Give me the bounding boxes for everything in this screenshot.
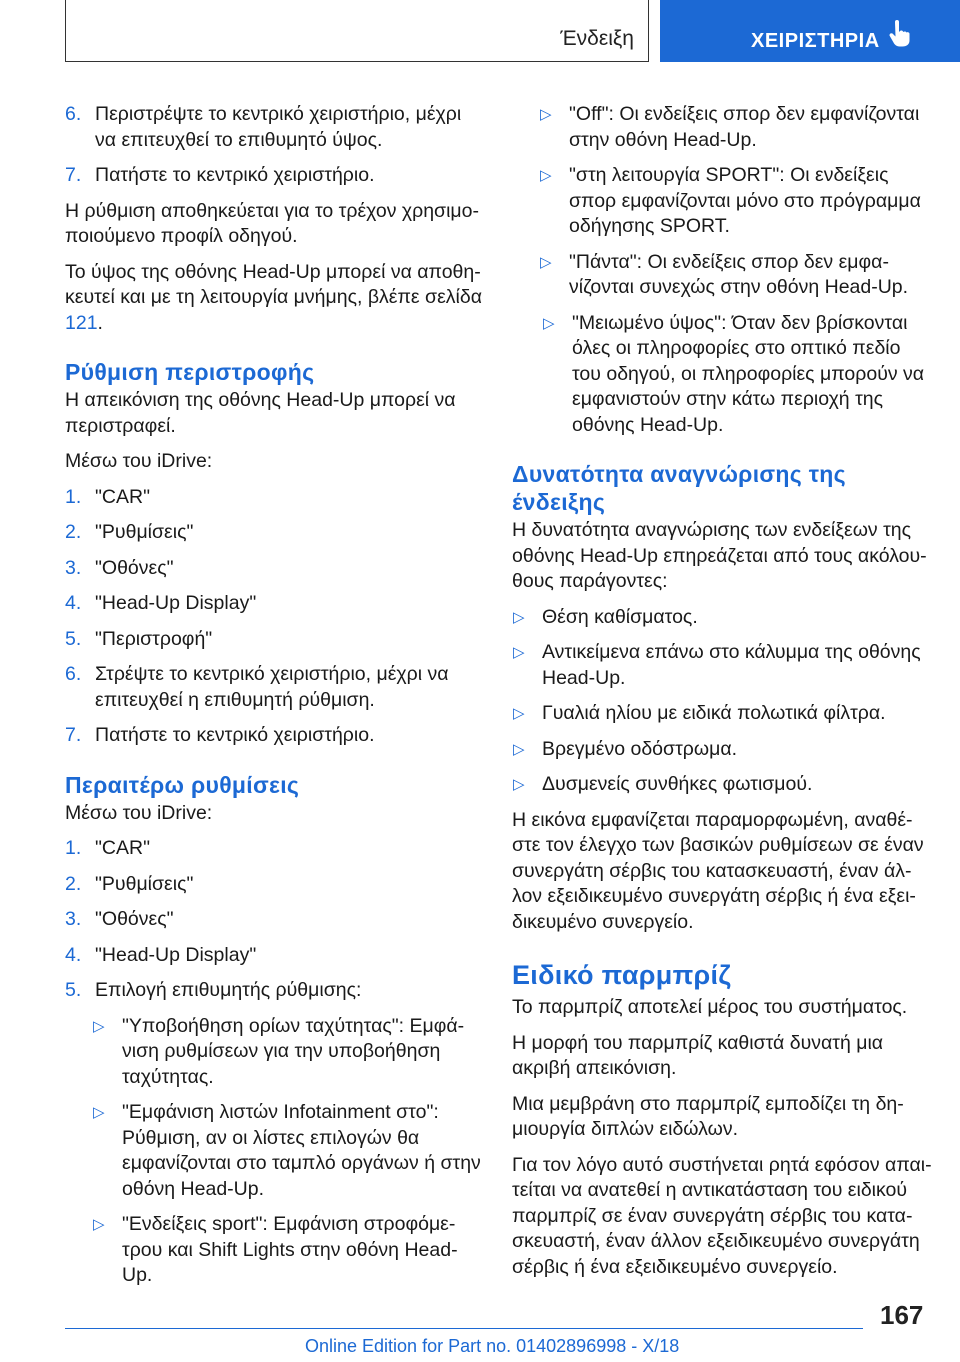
step-text: Επιλογή επιθυμητής ρύθμισης: — [95, 979, 362, 1001]
step-text: Πατήστε το κεντρικό χειριστήριο. — [95, 724, 375, 746]
paragraph: Η απεικόνιση της οθόνης Head-Up μπορεί να περιστραφεί. — [65, 389, 456, 437]
step-number: 6. — [65, 663, 82, 685]
bullet-text: "Off": Οι ενδείξεις σπορ δεν εμφανίζονται στην οθόνη Head-Up. — [569, 103, 920, 151]
step-text: "Ρυθμίσεις" — [95, 521, 194, 543]
step-number: 6. — [65, 103, 82, 125]
triangle-bullet-icon: ▷ — [540, 106, 552, 123]
paragraph: Η μορφή του παρμπρίζ καθιστά δυνατή μια ακριβή απεικόνιση. — [512, 1031, 884, 1079]
section-heading: Περαιτέρω ρυθμίσεις — [65, 771, 300, 798]
triangle-bullet-icon: ▷ — [513, 776, 525, 793]
list-item — [65, 591, 485, 617]
bullet-item — [512, 640, 932, 691]
step-number: 5. — [65, 627, 82, 650]
list-item — [65, 556, 485, 582]
chapter-banner — [660, 0, 960, 62]
bullet-text: Γυαλιά ηλίου με ειδικά πολωτικά φίλτρα. — [542, 702, 886, 724]
list-item — [65, 943, 485, 969]
bullet-text: Θέση καθίσματος. — [542, 605, 698, 628]
bullet-item — [539, 250, 932, 301]
triangle-bullet-icon: ▷ — [540, 253, 552, 271]
triangle-bullet-icon: ▷ — [513, 740, 525, 758]
step-text: "Head-Up Display" — [95, 592, 257, 614]
list-item — [65, 836, 485, 862]
section-heading: Ειδικό παρμπρίζ — [512, 960, 732, 990]
triangle-bullet-icon: ▷ — [93, 1104, 105, 1121]
list-item — [65, 907, 485, 933]
triangle-bullet-icon: ▷ — [540, 167, 552, 184]
step-number: 3. — [65, 908, 82, 930]
step-text: "Οθόνες" — [95, 908, 174, 930]
bullet-item — [542, 311, 932, 439]
triangle-bullet-icon: ▷ — [513, 644, 525, 661]
step-number: 3. — [65, 556, 82, 579]
section-heading: Δυνατότητα αναγνώρισης της ένδειξης — [512, 461, 846, 515]
step-number: 1. — [65, 485, 82, 508]
page-link[interactable]: 121 — [65, 311, 98, 334]
triangle-bullet-icon: ▷ — [93, 1216, 105, 1233]
list-item — [65, 485, 485, 511]
chapter-title: ΧΕΙΡΙΣΤΗΡΙΑ — [751, 30, 880, 52]
bullet-item — [92, 1014, 485, 1091]
paragraph: Η δυνατότητα αναγνώρισης των ενδείξεων της οθόνης Head-Up επηρεάζεται από τους ακόλουθους παράγοντες: — [512, 519, 927, 592]
bullet-item — [92, 1100, 485, 1202]
step-number: 2. — [65, 521, 82, 543]
paragraph-end: . — [97, 311, 103, 334]
triangle-bullet-icon: ▷ — [93, 1017, 105, 1035]
step-number: 7. — [65, 164, 82, 186]
step-text: Πατήστε το κεντρικό χειριστήριο. — [95, 164, 375, 186]
step-number: 1. — [65, 837, 82, 859]
step-text: Στρέψτε το κεντρικό χειριστήριο, μέχρι να επιτευχθεί η επιθυμητή ρύθμιση. — [95, 663, 449, 711]
paragraph: Για τον λόγο αυτό συστήνεται ρητά εφόσον απαιτείται να ανατεθεί η αντικατάσταση του ειδικού παρμπρίζ σε έναν συνεργάτη σέρβις του κατασκευαστή, έναν άλλον εξειδικευμένο συνεργάτη σέρβις ή ένα εξειδικευμένο συνεργείο. — [512, 1153, 932, 1278]
list-item — [65, 102, 485, 153]
list-item — [65, 662, 485, 713]
triangle-bullet-icon: ▷ — [513, 608, 525, 626]
page-number: 167 — [880, 1300, 924, 1330]
list-item — [65, 163, 485, 189]
step-number: 2. — [65, 872, 82, 895]
bullet-item — [512, 605, 932, 631]
bullet-text: "Μειωμένο ύψος": Όταν δεν βρίσκονται όλες οι πληροφορίες στο οπτικό πεδίο του οδηγού, οι πληροφορίες μπορούν να εμφανιστούν στην κάτω περιοχή της οθόνης Head-Up. — [572, 311, 925, 436]
list-item — [65, 872, 485, 898]
paragraph: Μέσω του iDrive: — [65, 801, 213, 824]
paragraph: Η ρύθμιση αποθηκεύεται για το τρέχον χρησιμοποιούμενο προφίλ οδηγού. — [65, 199, 480, 247]
step-text: "CAR" — [95, 837, 151, 859]
paragraph: Μια μεμβράνη στο παρμπρίζ εμποδίζει τη δημιουργία διπλών ειδώλων. — [512, 1092, 904, 1140]
section-tab — [65, 0, 649, 62]
bullet-text: Βρεγμένο οδόστρωμα. — [542, 737, 738, 760]
paragraph: Η εικόνα εμφανίζεται παραμορφωμένη, αναθέστε τον έλεγχο των βασικών ρυθμίσεων σε έναν συνεργάτη σέρβις του κατασκευαστή, έναν άλλον εξειδικευμένο συνεργάτη σέρβις ή ένα εξειδικευμένο συνεργείο. — [512, 808, 924, 933]
bullet-text: Αντικείμενα επάνω στο κάλυμμα της οθόνης Head-Up. — [542, 641, 921, 689]
step-number: 4. — [65, 592, 82, 614]
bullet-text: Δυσμενείς συνθήκες φωτισμού. — [542, 773, 813, 795]
bullet-text: "στη λειτουργία SPORT": Οι ενδείξεις σπορ εμφανίζονται μόνο στο πρόγραμμα οδήγησης SPORT. — [569, 164, 921, 237]
section-heading: Ρύθμιση περιστροφής — [65, 359, 315, 385]
bullet-item — [539, 163, 932, 240]
step-text: Περιστρέψτε το κεντρικό χειριστήριο, μέχρι να επιτευχθεί το επιθυμητό ύψος. — [95, 103, 462, 151]
bullet-item — [92, 1212, 485, 1289]
paragraph: Το παρμπρίζ αποτελεί μέρος του συστήματος. — [512, 996, 908, 1018]
right-column — [512, 102, 932, 1290]
paragraph — [65, 260, 485, 337]
bullet-text: "Ενδείξεις sport": Εμφάνιση στροφόμετρου και Shift Lights στην οθόνη Head-Up. — [122, 1213, 458, 1286]
paragraph: Μέσω του iDrive: — [65, 450, 213, 472]
paragraph-text: Το ύψος της οθόνης Head-Up μπορεί να αποθηκευτεί και με τη λειτουργία μνήμης, βλέπε σελίδα — [65, 260, 482, 308]
bullet-item — [539, 102, 932, 153]
step-number: 7. — [65, 724, 82, 746]
bullet-item — [512, 701, 932, 727]
triangle-bullet-icon: ▷ — [513, 705, 525, 722]
bullet-text: "Υποβοήθηση ορίων ταχύτητας": Εμφάνιση ρυθμίσεων για την υποβοήθηση ταχύτητας. — [122, 1014, 465, 1088]
step-text: "Ρυθμίσεις" — [95, 872, 194, 895]
footer-divider — [65, 1328, 863, 1329]
bullet-text: "Πάντα": Οι ενδείξεις σπορ δεν εμφανίζονται συνεχώς στην οθόνη Head-Up. — [569, 250, 909, 298]
step-text: "Περιστροφή" — [95, 627, 213, 650]
list-item — [65, 627, 485, 653]
hand-pointer-icon — [889, 20, 911, 48]
section-tab-label: Ένδειξη — [560, 27, 634, 50]
left-column — [65, 102, 485, 1299]
edition-note: Online Edition for Part no. 01402896998 - X/18 — [305, 1336, 680, 1356]
bullet-text: "Εμφάνιση λιστών Infotainment στο": Ρύθμιση, αν οι λίστες επιλογών θα εμφανίζονται στο ταμπλό οργάνων ή στην οθόνη Head-Up. — [122, 1101, 481, 1200]
list-item — [65, 520, 485, 546]
step-text: "CAR" — [95, 485, 151, 508]
list-item — [65, 978, 485, 1004]
list-item — [65, 723, 485, 749]
step-number: 5. — [65, 979, 82, 1001]
step-number: 4. — [65, 943, 82, 966]
step-text: "Head-Up Display" — [95, 943, 257, 966]
bullet-item — [512, 772, 932, 798]
bullet-item — [512, 737, 932, 763]
step-text: "Οθόνες" — [95, 556, 174, 579]
triangle-bullet-icon: ▷ — [543, 314, 555, 332]
